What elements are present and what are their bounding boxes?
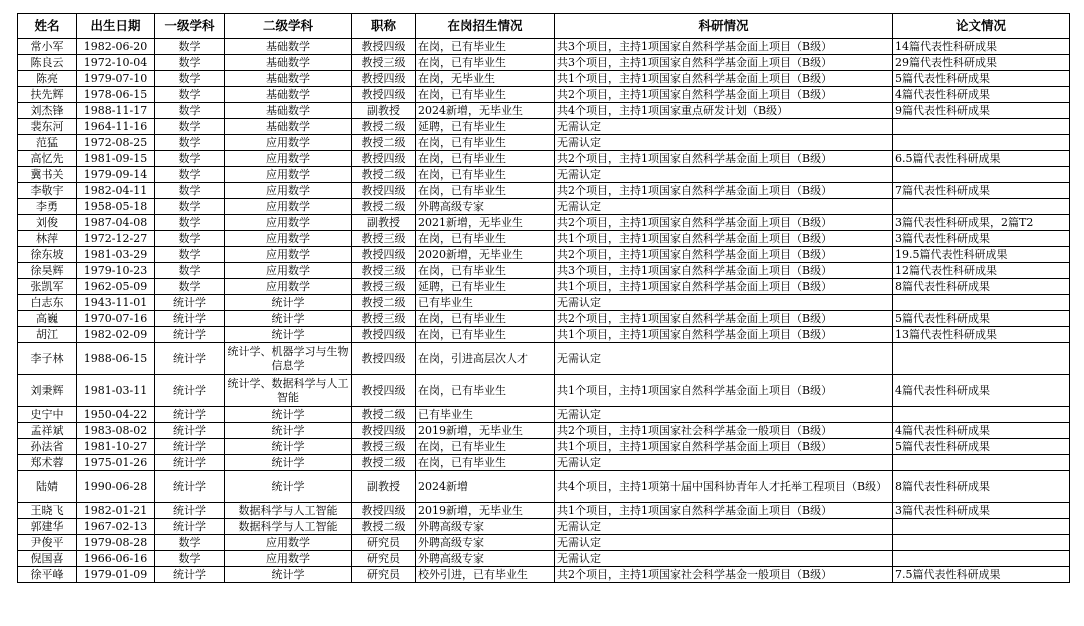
first-discipline-cell: 数学: [155, 119, 225, 135]
research-cell: 共2个项目，主持1项国家社会科学基金一般项目（B级）: [555, 423, 893, 439]
table-row: [18, 279, 1070, 295]
second-discipline-cell: 应用数学: [225, 247, 352, 263]
enrollment-status-cell: 校外引进，已有毕业生: [416, 567, 555, 583]
name-cell: 刘秉辉: [18, 375, 77, 407]
research-cell: 无需认定: [555, 519, 893, 535]
birth-date-cell: 1981-10-27: [77, 439, 155, 455]
birth-date-cell: 1972-10-04: [77, 55, 155, 71]
papers-cell: 6.5篇代表性科研成果: [893, 151, 1070, 167]
faculty-table-container: [17, 13, 1070, 583]
research-cell: 无需认定: [555, 167, 893, 183]
title-cell: 研究员: [352, 535, 416, 551]
name-cell: 陆婧: [18, 471, 77, 503]
name-cell: 徐东坡: [18, 247, 77, 263]
research-cell: 共2个项目，主持1项国家自然科学基金面上项目（B级）: [555, 311, 893, 327]
title-cell: 副教授: [352, 215, 416, 231]
papers-cell: 3篇代表性科研成果: [893, 503, 1070, 519]
table-row: [18, 39, 1070, 55]
enrollment-status-cell: 在岗，已有毕业生: [416, 231, 555, 247]
research-cell: 无需认定: [555, 199, 893, 215]
research-cell: 无需认定: [555, 135, 893, 151]
table-row: [18, 55, 1070, 71]
papers-cell: 8篇代表性科研成果: [893, 471, 1070, 503]
research-cell: 无需认定: [555, 551, 893, 567]
second-discipline-cell: 应用数学: [225, 263, 352, 279]
research-cell: 无需认定: [555, 119, 893, 135]
enrollment-status-cell: 在岗，已有毕业生: [416, 167, 555, 183]
enrollment-status-cell: 外聘高级专家: [416, 535, 555, 551]
second-discipline-cell: 统计学、数据科学与人工智能: [225, 375, 352, 407]
second-discipline-cell: 基础数学: [225, 71, 352, 87]
birth-date-cell: 1958-05-18: [77, 199, 155, 215]
second-discipline-cell: 基础数学: [225, 103, 352, 119]
birth-date-cell: 1982-01-21: [77, 503, 155, 519]
table-body: [18, 39, 1070, 583]
research-cell: 共1个项目，主持1项国家自然科学基金面上项目（B级）: [555, 231, 893, 247]
second-discipline-cell: 统计学: [225, 471, 352, 503]
birth-date-cell: 1990-06-28: [77, 471, 155, 503]
enrollment-status-cell: 在岗，已有毕业生: [416, 263, 555, 279]
birth-date-cell: 1979-08-28: [77, 535, 155, 551]
enrollment-status-cell: 在岗，已有毕业生: [416, 39, 555, 55]
enrollment-status-cell: 在岗，已有毕业生: [416, 439, 555, 455]
name-cell: 裴东河: [18, 119, 77, 135]
header-row: [18, 14, 1070, 39]
enrollment-status-cell: 在岗，已有毕业生: [416, 327, 555, 343]
title-cell: 教授四级: [352, 343, 416, 375]
table-row: [18, 311, 1070, 327]
research-cell: 共1个项目，主持1项国家自然科学基金面上项目（B级）: [555, 503, 893, 519]
birth-date-cell: 1943-11-01: [77, 295, 155, 311]
birth-date-cell: 1972-08-25: [77, 135, 155, 151]
table-row: [18, 471, 1070, 503]
first-discipline-cell: 数学: [155, 71, 225, 87]
birth-date-cell: 1982-02-09: [77, 327, 155, 343]
birth-date-cell: 1982-04-11: [77, 183, 155, 199]
second-discipline-cell: 应用数学: [225, 167, 352, 183]
second-discipline-cell: 统计学: [225, 407, 352, 423]
first-discipline-cell: 统计学: [155, 343, 225, 375]
title-cell: 教授二级: [352, 119, 416, 135]
papers-cell: [893, 535, 1070, 551]
first-discipline-cell: 数学: [155, 279, 225, 295]
name-cell: 常小军: [18, 39, 77, 55]
second-discipline-cell: 应用数学: [225, 279, 352, 295]
header-papers: 论文情况: [893, 14, 1070, 39]
second-discipline-cell: 数据科学与人工智能: [225, 503, 352, 519]
enrollment-status-cell: 2021新增，无毕业生: [416, 215, 555, 231]
first-discipline-cell: 数学: [155, 151, 225, 167]
papers-cell: [893, 199, 1070, 215]
table-row: [18, 151, 1070, 167]
papers-cell: 4篇代表性科研成果: [893, 87, 1070, 103]
birth-date-cell: 1983-08-02: [77, 423, 155, 439]
title-cell: 教授三级: [352, 263, 416, 279]
title-cell: 教授四级: [352, 375, 416, 407]
second-discipline-cell: 基础数学: [225, 87, 352, 103]
birth-date-cell: 1964-11-16: [77, 119, 155, 135]
second-discipline-cell: 统计学: [225, 327, 352, 343]
birth-date-cell: 1981-09-15: [77, 151, 155, 167]
table-row: [18, 295, 1070, 311]
name-cell: 高巍: [18, 311, 77, 327]
research-cell: 无需认定: [555, 455, 893, 471]
name-cell: 张凯军: [18, 279, 77, 295]
second-discipline-cell: 应用数学: [225, 183, 352, 199]
first-discipline-cell: 统计学: [155, 455, 225, 471]
second-discipline-cell: 基础数学: [225, 39, 352, 55]
first-discipline-cell: 数学: [155, 135, 225, 151]
research-cell: 共1个项目，主持1项国家自然科学基金面上项目（B级）: [555, 71, 893, 87]
table-row: [18, 439, 1070, 455]
table-row: [18, 87, 1070, 103]
name-cell: 高忆先: [18, 151, 77, 167]
papers-cell: [893, 295, 1070, 311]
birth-date-cell: 1979-09-14: [77, 167, 155, 183]
name-cell: 尹俊平: [18, 535, 77, 551]
enrollment-status-cell: 在岗，无毕业生: [416, 71, 555, 87]
birth-date-cell: 1988-11-17: [77, 103, 155, 119]
second-discipline-cell: 统计学: [225, 295, 352, 311]
title-cell: 研究员: [352, 567, 416, 583]
first-discipline-cell: 数学: [155, 199, 225, 215]
title-cell: 副教授: [352, 471, 416, 503]
enrollment-status-cell: 已有毕业生: [416, 295, 555, 311]
birth-date-cell: 1979-10-23: [77, 263, 155, 279]
second-discipline-cell: 统计学: [225, 311, 352, 327]
second-discipline-cell: 基础数学: [225, 119, 352, 135]
first-discipline-cell: 统计学: [155, 567, 225, 583]
title-cell: 教授四级: [352, 327, 416, 343]
papers-cell: [893, 551, 1070, 567]
birth-date-cell: 1978-06-15: [77, 87, 155, 103]
title-cell: 副教授: [352, 103, 416, 119]
first-discipline-cell: 统计学: [155, 407, 225, 423]
name-cell: 范猛: [18, 135, 77, 151]
birth-date-cell: 1979-01-09: [77, 567, 155, 583]
research-cell: 共2个项目，主持1项国家自然科学基金面上项目（B级）: [555, 215, 893, 231]
name-cell: 郑术蓉: [18, 455, 77, 471]
table-row: [18, 247, 1070, 263]
enrollment-status-cell: 在岗，已有毕业生: [416, 151, 555, 167]
first-discipline-cell: 数学: [155, 551, 225, 567]
birth-date-cell: 1979-07-10: [77, 71, 155, 87]
research-cell: 共3个项目，主持1项国家自然科学基金面上项目（B级）: [555, 39, 893, 55]
table-row: [18, 231, 1070, 247]
research-cell: 无需认定: [555, 343, 893, 375]
title-cell: 研究员: [352, 551, 416, 567]
first-discipline-cell: 统计学: [155, 311, 225, 327]
title-cell: 教授二级: [352, 199, 416, 215]
table-row: [18, 503, 1070, 519]
research-cell: 共1个项目，主持1项国家自然科学基金面上项目（B级）: [555, 375, 893, 407]
first-discipline-cell: 统计学: [155, 295, 225, 311]
second-discipline-cell: 统计学: [225, 455, 352, 471]
papers-cell: 3篇代表性科研成果，2篇T2: [893, 215, 1070, 231]
enrollment-status-cell: 2024新增: [416, 471, 555, 503]
name-cell: 孟祥斌: [18, 423, 77, 439]
header-title: 职称: [352, 14, 416, 39]
second-discipline-cell: 统计学: [225, 423, 352, 439]
table-row: [18, 327, 1070, 343]
enrollment-status-cell: 已有毕业生: [416, 407, 555, 423]
enrollment-status-cell: 在岗，已有毕业生: [416, 87, 555, 103]
title-cell: 教授三级: [352, 439, 416, 455]
first-discipline-cell: 数学: [155, 247, 225, 263]
second-discipline-cell: 应用数学: [225, 199, 352, 215]
enrollment-status-cell: 2019新增，无毕业生: [416, 423, 555, 439]
first-discipline-cell: 数学: [155, 103, 225, 119]
title-cell: 教授四级: [352, 39, 416, 55]
table-row: [18, 455, 1070, 471]
second-discipline-cell: 数据科学与人工智能: [225, 519, 352, 535]
enrollment-status-cell: 延聘，已有毕业生: [416, 279, 555, 295]
name-cell: 王晓飞: [18, 503, 77, 519]
name-cell: 李子林: [18, 343, 77, 375]
birth-date-cell: 1982-06-20: [77, 39, 155, 55]
research-cell: 共4个项目，主持1项第十届中国科协青年人才托举工程项目（B级）: [555, 471, 893, 503]
research-cell: 共2个项目，主持1项国家自然科学基金面上项目（B级）: [555, 87, 893, 103]
name-cell: 冀书关: [18, 167, 77, 183]
second-discipline-cell: 统计学、机器学习与生物信息学: [225, 343, 352, 375]
title-cell: 教授二级: [352, 167, 416, 183]
second-discipline-cell: 统计学: [225, 439, 352, 455]
enrollment-status-cell: 延聘，已有毕业生: [416, 119, 555, 135]
enrollment-status-cell: 2024新增，无毕业生: [416, 103, 555, 119]
papers-cell: [893, 119, 1070, 135]
papers-cell: 29篇代表性科研成果: [893, 55, 1070, 71]
research-cell: 共3个项目，主持1项国家自然科学基金面上项目（B级）: [555, 263, 893, 279]
papers-cell: 5篇代表性科研成果: [893, 439, 1070, 455]
research-cell: 共1个项目，主持1项国家自然科学基金面上项目（B级）: [555, 439, 893, 455]
table-row: [18, 215, 1070, 231]
birth-date-cell: 1967-02-13: [77, 519, 155, 535]
name-cell: 倪国喜: [18, 551, 77, 567]
research-cell: 共1个项目，主持1项国家自然科学基金面上项目（B级）: [555, 327, 893, 343]
table-row: [18, 423, 1070, 439]
title-cell: 教授二级: [352, 519, 416, 535]
name-cell: 李勇: [18, 199, 77, 215]
name-cell: 陈良云: [18, 55, 77, 71]
birth-date-cell: 1981-03-11: [77, 375, 155, 407]
enrollment-status-cell: 外聘高级专家: [416, 551, 555, 567]
research-cell: 共1个项目，主持1项国家自然科学基金面上项目（B级）: [555, 279, 893, 295]
name-cell: 陈亮: [18, 71, 77, 87]
papers-cell: 8篇代表性科研成果: [893, 279, 1070, 295]
enrollment-status-cell: 在岗，已有毕业生: [416, 455, 555, 471]
name-cell: 李敬宇: [18, 183, 77, 199]
title-cell: 教授三级: [352, 231, 416, 247]
table-row: [18, 519, 1070, 535]
second-discipline-cell: 应用数学: [225, 151, 352, 167]
research-cell: 无需认定: [555, 407, 893, 423]
name-cell: 史宁中: [18, 407, 77, 423]
first-discipline-cell: 数学: [155, 167, 225, 183]
first-discipline-cell: 统计学: [155, 519, 225, 535]
table-row: [18, 407, 1070, 423]
papers-cell: 7篇代表性科研成果: [893, 183, 1070, 199]
birth-date-cell: 1975-01-26: [77, 455, 155, 471]
second-discipline-cell: 应用数学: [225, 135, 352, 151]
table-row: [18, 135, 1070, 151]
name-cell: 刘俊: [18, 215, 77, 231]
name-cell: 林萍: [18, 231, 77, 247]
title-cell: 教授四级: [352, 423, 416, 439]
enrollment-status-cell: 在岗，已有毕业生: [416, 375, 555, 407]
table-row: [18, 103, 1070, 119]
research-cell: 无需认定: [555, 535, 893, 551]
first-discipline-cell: 统计学: [155, 503, 225, 519]
first-discipline-cell: 数学: [155, 87, 225, 103]
title-cell: 教授四级: [352, 503, 416, 519]
title-cell: 教授四级: [352, 151, 416, 167]
title-cell: 教授三级: [352, 279, 416, 295]
title-cell: 教授三级: [352, 55, 416, 71]
enrollment-status-cell: 在岗，已有毕业生: [416, 311, 555, 327]
table-row: [18, 71, 1070, 87]
table-row: [18, 535, 1070, 551]
table-row: [18, 567, 1070, 583]
papers-cell: 9篇代表性科研成果: [893, 103, 1070, 119]
papers-cell: 4篇代表性科研成果: [893, 423, 1070, 439]
header-first-discipline: 一级学科: [155, 14, 225, 39]
name-cell: 孙法省: [18, 439, 77, 455]
faculty-table: [17, 13, 1070, 583]
birth-date-cell: 1966-06-16: [77, 551, 155, 567]
papers-cell: 13篇代表性科研成果: [893, 327, 1070, 343]
papers-cell: [893, 407, 1070, 423]
header-second-discipline: 二级学科: [225, 14, 352, 39]
name-cell: 扶先辉: [18, 87, 77, 103]
name-cell: 胡江: [18, 327, 77, 343]
second-discipline-cell: 基础数学: [225, 55, 352, 71]
title-cell: 教授二级: [352, 455, 416, 471]
second-discipline-cell: 应用数学: [225, 231, 352, 247]
papers-cell: 5篇代表性科研成果: [893, 71, 1070, 87]
first-discipline-cell: 统计学: [155, 423, 225, 439]
header-enrollment-status: 在岗招生情况: [416, 14, 555, 39]
first-discipline-cell: 数学: [155, 263, 225, 279]
table-row: [18, 199, 1070, 215]
first-discipline-cell: 数学: [155, 39, 225, 55]
second-discipline-cell: 应用数学: [225, 535, 352, 551]
name-cell: 白志东: [18, 295, 77, 311]
enrollment-status-cell: 2020新增，无毕业生: [416, 247, 555, 263]
header-name: 姓名: [18, 14, 77, 39]
papers-cell: [893, 455, 1070, 471]
table-row: [18, 167, 1070, 183]
papers-cell: 7.5篇代表性科研成果: [893, 567, 1070, 583]
enrollment-status-cell: 在岗，已有毕业生: [416, 135, 555, 151]
name-cell: 徐平峰: [18, 567, 77, 583]
enrollment-status-cell: 外聘高级专家: [416, 199, 555, 215]
first-discipline-cell: 数学: [155, 183, 225, 199]
first-discipline-cell: 数学: [155, 535, 225, 551]
table-row: [18, 551, 1070, 567]
enrollment-status-cell: 在岗，引进高层次人才: [416, 343, 555, 375]
papers-cell: 4篇代表性科研成果: [893, 375, 1070, 407]
papers-cell: [893, 135, 1070, 151]
research-cell: 共2个项目，主持1项国家社会科学基金一般项目（B级）: [555, 567, 893, 583]
title-cell: 教授四级: [352, 183, 416, 199]
title-cell: 教授四级: [352, 87, 416, 103]
title-cell: 教授四级: [352, 247, 416, 263]
name-cell: 徐昊辉: [18, 263, 77, 279]
first-discipline-cell: 统计学: [155, 375, 225, 407]
papers-cell: 19.5篇代表性科研成果: [893, 247, 1070, 263]
research-cell: 无需认定: [555, 295, 893, 311]
birth-date-cell: 1962-05-09: [77, 279, 155, 295]
first-discipline-cell: 统计学: [155, 439, 225, 455]
birth-date-cell: 1950-04-22: [77, 407, 155, 423]
title-cell: 教授三级: [352, 311, 416, 327]
table-row: [18, 183, 1070, 199]
birth-date-cell: 1988-06-15: [77, 343, 155, 375]
table-row: [18, 119, 1070, 135]
papers-cell: 12篇代表性科研成果: [893, 263, 1070, 279]
header-birth-date: 出生日期: [77, 14, 155, 39]
enrollment-status-cell: 2019新增，无毕业生: [416, 503, 555, 519]
first-discipline-cell: 数学: [155, 231, 225, 247]
second-discipline-cell: 统计学: [225, 567, 352, 583]
birth-date-cell: 1970-07-16: [77, 311, 155, 327]
birth-date-cell: 1972-12-27: [77, 231, 155, 247]
birth-date-cell: 1981-03-29: [77, 247, 155, 263]
table-row: [18, 375, 1070, 407]
second-discipline-cell: 应用数学: [225, 215, 352, 231]
research-cell: 共2个项目，主持1项国家自然科学基金面上项目（B级）: [555, 247, 893, 263]
papers-cell: [893, 519, 1070, 535]
papers-cell: 14篇代表性科研成果: [893, 39, 1070, 55]
first-discipline-cell: 数学: [155, 215, 225, 231]
second-discipline-cell: 应用数学: [225, 551, 352, 567]
name-cell: 刘杰锋: [18, 103, 77, 119]
enrollment-status-cell: 在岗，已有毕业生: [416, 183, 555, 199]
title-cell: 教授二级: [352, 295, 416, 311]
enrollment-status-cell: 外聘高级专家: [416, 519, 555, 535]
research-cell: 共2个项目，主持1项国家自然科学基金面上项目（B级）: [555, 183, 893, 199]
header-research: 科研情况: [555, 14, 893, 39]
first-discipline-cell: 数学: [155, 55, 225, 71]
table-row: [18, 263, 1070, 279]
papers-cell: [893, 343, 1070, 375]
title-cell: 教授二级: [352, 407, 416, 423]
table-row: [18, 343, 1070, 375]
first-discipline-cell: 统计学: [155, 327, 225, 343]
research-cell: 共4个项目，主持1项国家重点研发计划（B级）: [555, 103, 893, 119]
birth-date-cell: 1987-04-08: [77, 215, 155, 231]
title-cell: 教授四级: [352, 71, 416, 87]
research-cell: 共2个项目，主持1项国家自然科学基金面上项目（B级）: [555, 151, 893, 167]
enrollment-status-cell: 在岗，已有毕业生: [416, 55, 555, 71]
name-cell: 郭建华: [18, 519, 77, 535]
first-discipline-cell: 统计学: [155, 471, 225, 503]
papers-cell: 3篇代表性科研成果: [893, 231, 1070, 247]
papers-cell: [893, 167, 1070, 183]
papers-cell: 5篇代表性科研成果: [893, 311, 1070, 327]
research-cell: 共3个项目，主持1项国家自然科学基金面上项目（B级）: [555, 55, 893, 71]
title-cell: 教授二级: [352, 135, 416, 151]
